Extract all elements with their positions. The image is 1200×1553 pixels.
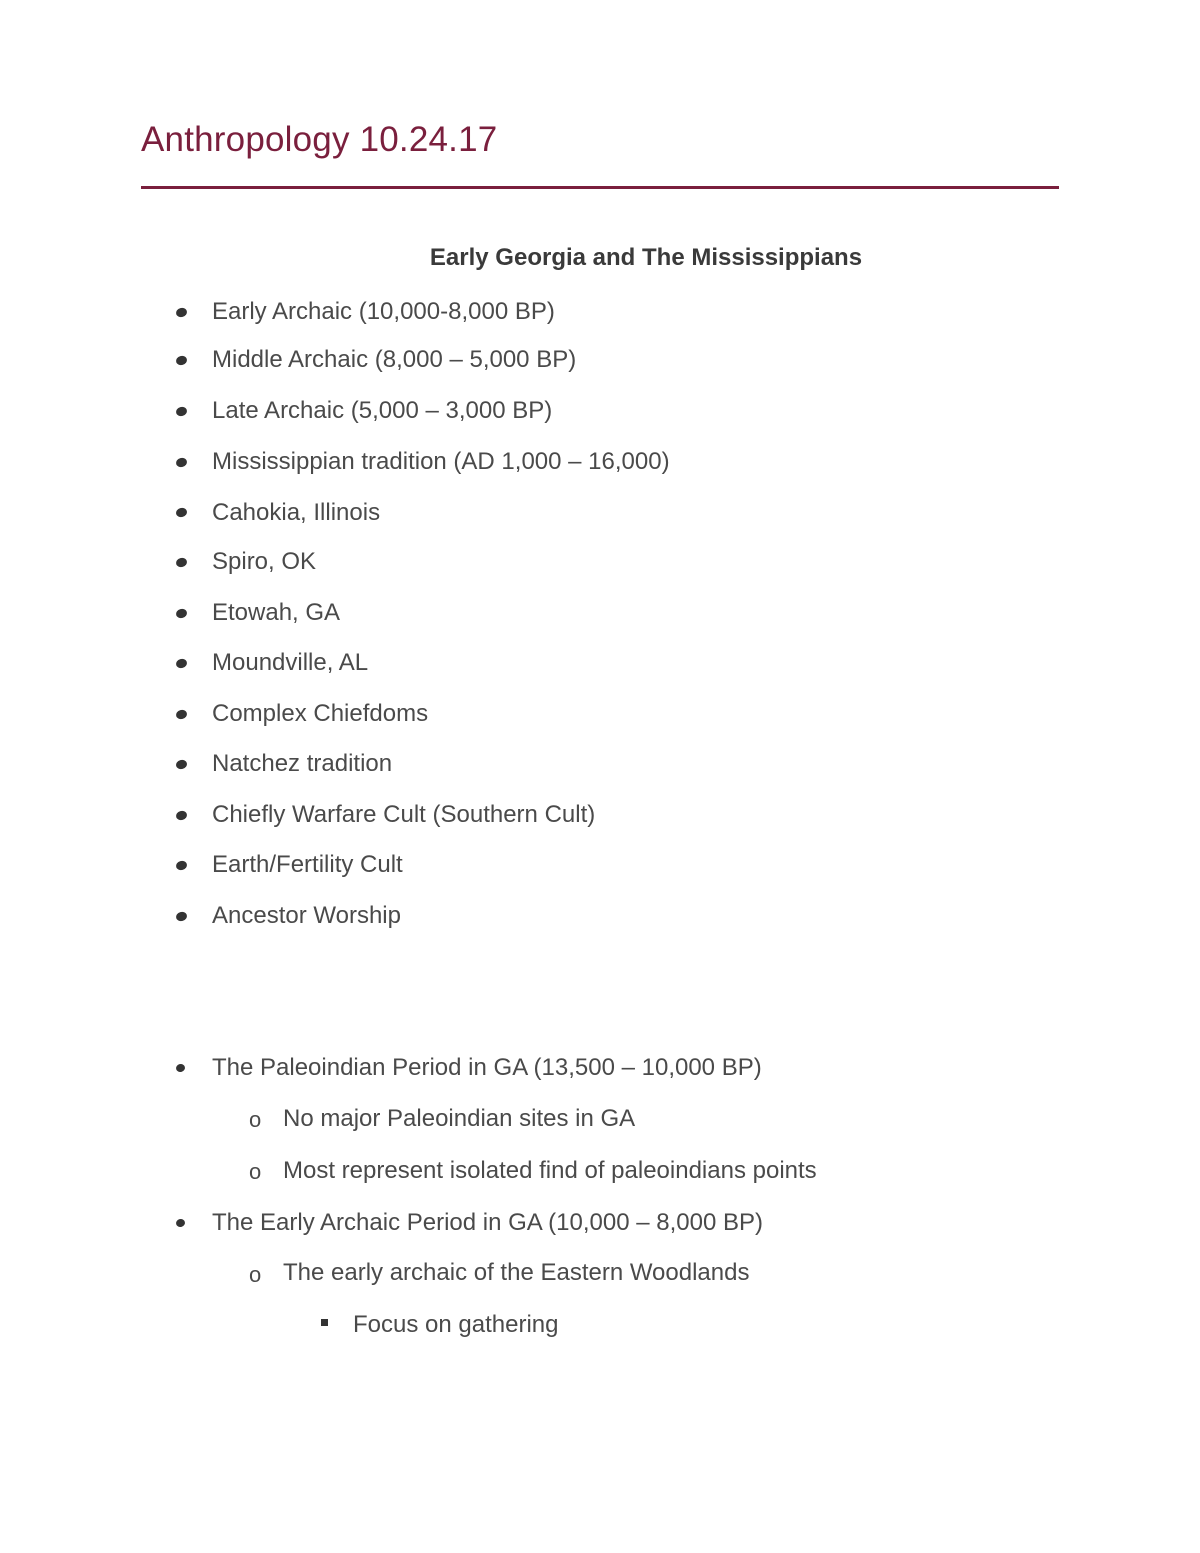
hollow-bullet-icon: o [249,1159,262,1184]
list-item: Mississippian tradition (AD 1,000 – 16,000) [212,448,670,475]
bullet-icon [175,1063,186,1073]
bullet-icon [175,759,188,771]
hollow-bullet-icon: o [249,1262,262,1287]
outline-item-early-archaic: The Early Archaic Period in GA (10,000 – 8,000 BP) [212,1209,763,1236]
bullet-icon [175,1218,186,1228]
bullet-icon [175,709,188,721]
outline-subitem: No major Paleoindian sites in GA [283,1105,636,1132]
bullet-icon [175,860,188,872]
list-item: Middle Archaic (8,000 – 5,000 BP) [212,346,577,373]
list-item: Moundville, AL [212,649,369,676]
square-bullet-icon [321,1319,328,1326]
hollow-bullet-icon: o [249,1107,262,1132]
list-item: Chiefly Warfare Cult (Southern Cult) [212,801,596,828]
section-heading: Early Georgia and The Mississippians [429,244,863,271]
title-divider [141,186,1059,189]
bullet-icon [175,557,188,569]
list-item: Earth/Fertility Cult [212,851,403,878]
bullet-icon [175,608,188,620]
list-item: Etowah, GA [212,599,341,626]
bullet-icon [175,406,188,418]
bullet-icon [175,507,188,519]
list-item: Complex Chiefdoms [212,700,429,727]
list-item: Early Archaic (10,000-8,000 BP) [212,298,555,325]
list-item: Natchez tradition [212,750,393,777]
bullet-icon [175,810,188,822]
outline-item-paleoindian: The Paleoindian Period in GA (13,500 – 10,000 BP) [212,1054,762,1081]
bullet-icon [175,658,188,670]
list-item: Cahokia, Illinois [212,499,381,526]
list-item: Spiro, OK [212,548,317,575]
list-item: Late Archaic (5,000 – 3,000 BP) [212,397,553,424]
bullet-icon [175,307,188,319]
outline-subsubitem: Focus on gathering [353,1311,559,1338]
outline-subitem: Most represent isolated find of paleoindians points [283,1157,817,1184]
bullet-icon [175,911,188,923]
outline-subitem: The early archaic of the Eastern Woodlands [283,1259,750,1286]
document-title: Anthropology 10.24.17 [141,120,498,159]
bullet-icon [175,457,188,469]
list-item: Ancestor Worship [212,902,401,929]
bullet-icon [175,355,188,367]
